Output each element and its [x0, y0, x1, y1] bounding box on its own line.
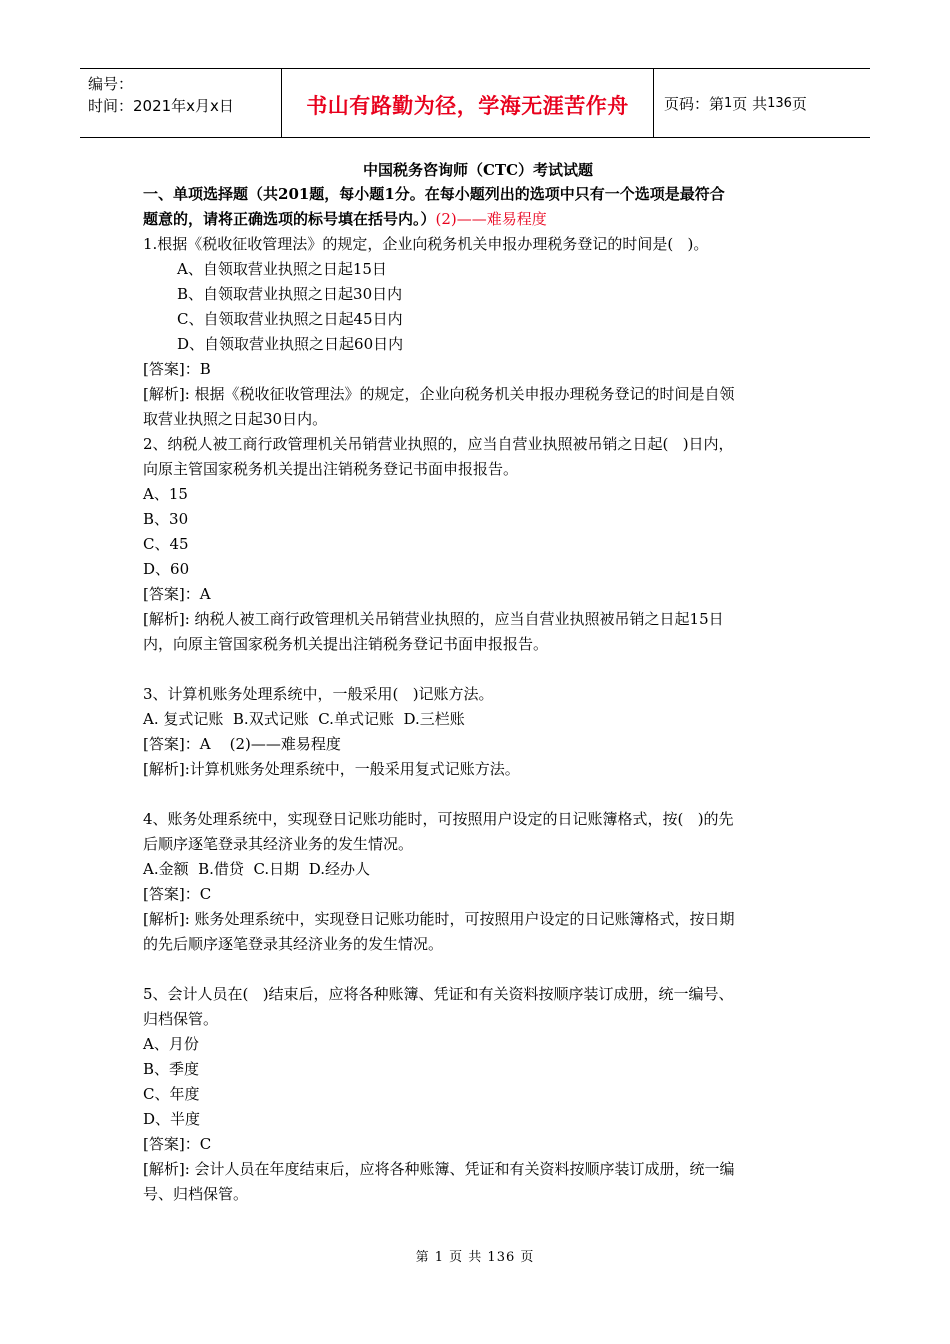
- question-1: [143, 232, 813, 432]
- option-b: B、30: [143, 510, 189, 528]
- question-2: [143, 432, 813, 657]
- option-d: D、自领取营业执照之日起60日内: [177, 335, 404, 353]
- analysis-line2: 号、归档保管。: [143, 1185, 249, 1203]
- options-line: A. 复式记账 B.双式记账 C.单式记账 D.三栏账: [143, 710, 465, 728]
- page-mid: 页 共: [732, 94, 768, 113]
- answer: [答案]：A (2)——难易程度: [143, 735, 341, 753]
- question-text: 1.根据《税收征收管理法》的规定，企业向税务机关申报办理税务登记的时间是( )。: [143, 235, 709, 253]
- analysis: [解析]:计算机账务处理系统中，一般采用复式记账方法。: [143, 760, 520, 778]
- answer: [答案]：A: [143, 585, 211, 603]
- analysis-line2: 取营业执照之日起30日内。: [143, 410, 328, 428]
- options-line: A.金额 B.借贷 C.日期 D.经办人: [143, 860, 370, 878]
- page-footer: 第 1 页 共 136 页: [415, 1250, 535, 1265]
- question-text-line1: 2、纳税人被工商行政管理机关吊销营业执照的，应当自营业执照被吊销之日起( )日内，: [143, 435, 734, 453]
- spacer: [143, 657, 813, 682]
- option-a: A、15: [143, 485, 188, 503]
- option-c: C、年度: [143, 1085, 200, 1103]
- question-4: [143, 807, 813, 957]
- section-heading-line1: 一、单项选择题（共201题，每小题1分。在每小题列出的选项中只有一个选项是最符合: [143, 185, 725, 203]
- analysis-line1: [解析]: 根据《税收征收管理法》的规定，企业向税务机关申报办理税务登记的时间是自领: [143, 385, 735, 403]
- header-meta: [80, 69, 282, 137]
- page-header: [80, 68, 870, 138]
- header-page-info: [654, 69, 870, 137]
- option-b: B、自领取营业执照之日起30日内: [177, 285, 403, 303]
- section-heading-text: 题意的，请将正确选项的标号填在括号内。）: [143, 210, 436, 228]
- analysis-line1: [解析]: 会计人员在年度结束后，应将各种账簿、凭证和有关资料按顺序装订成册，统一编: [143, 1160, 735, 1178]
- option-a: A、自领取营业执照之日起15日: [177, 260, 387, 278]
- document-body: [143, 158, 813, 1207]
- option-d: D、半度: [143, 1110, 201, 1128]
- analysis-line2: 的先后顺序逐笔登录其经济业务的发生情况。: [143, 935, 444, 953]
- option-c: C、45: [143, 535, 189, 553]
- spacer: [143, 957, 813, 982]
- spacer: [143, 782, 813, 807]
- question-text-line2: 归档保管。: [143, 1010, 219, 1028]
- time-label: 时间：2021年x月x日: [88, 97, 234, 115]
- question-text-line2: 向原主管国家税务机关提出注销税务登记书面申报报告。: [143, 460, 519, 478]
- question-3: [143, 682, 813, 782]
- answer: [答案]：B: [143, 360, 211, 378]
- header-motto-cell: [282, 69, 654, 137]
- option-b: B、季度: [143, 1060, 200, 1078]
- question-5: [143, 982, 813, 1207]
- question-text-line1: 5、会计人员在( )结束后，应将各种账簿、凭证和有关资料按顺序装订成册，统一编号、: [143, 985, 734, 1003]
- analysis-line2: 内，向原主管国家税务机关提出注销税务登记书面申报报告。: [143, 635, 549, 653]
- answer: [答案]：C: [143, 885, 212, 903]
- answer: [答案]：C: [143, 1135, 212, 1153]
- page-total: 136: [767, 95, 792, 111]
- page-suffix: 页: [791, 94, 807, 113]
- analysis-line1: [解析]: 账务处理系统中，实现登日记账功能时，可按照用户设定的日记账簿格式，按日期: [143, 910, 735, 928]
- question-text-line1: 4、账务处理系统中，实现登日记账功能时，可按照用户设定的日记账簿格式，按( )的先: [143, 810, 734, 828]
- page-prefix: 页码：第: [664, 94, 725, 113]
- section-heading-line2: [143, 207, 813, 232]
- option-c: C、自领取营业执照之日起45日内: [177, 310, 403, 328]
- difficulty-note: (2)——难易程度: [435, 210, 547, 228]
- analysis-line1: [解析]: 纳税人被工商行政管理机关吊销营业执照的，应当自营业执照被吊销之日起15日: [143, 610, 724, 628]
- option-a: A、月份: [143, 1035, 199, 1053]
- question-text: 3、计算机账务处理系统中，一般采用( )记账方法。: [143, 685, 494, 703]
- question-text-line2: 后顺序逐笔登录其经济业务的发生情况。: [143, 835, 414, 853]
- page-number: 1: [724, 95, 733, 111]
- code-label: 编号：: [88, 75, 134, 93]
- header-motto: 书山有路勤为径，学海无涯苦作舟: [306, 94, 629, 118]
- document-title: 中国税务咨询师（CTC）考试试题: [362, 161, 594, 179]
- option-d: D、60: [143, 560, 190, 578]
